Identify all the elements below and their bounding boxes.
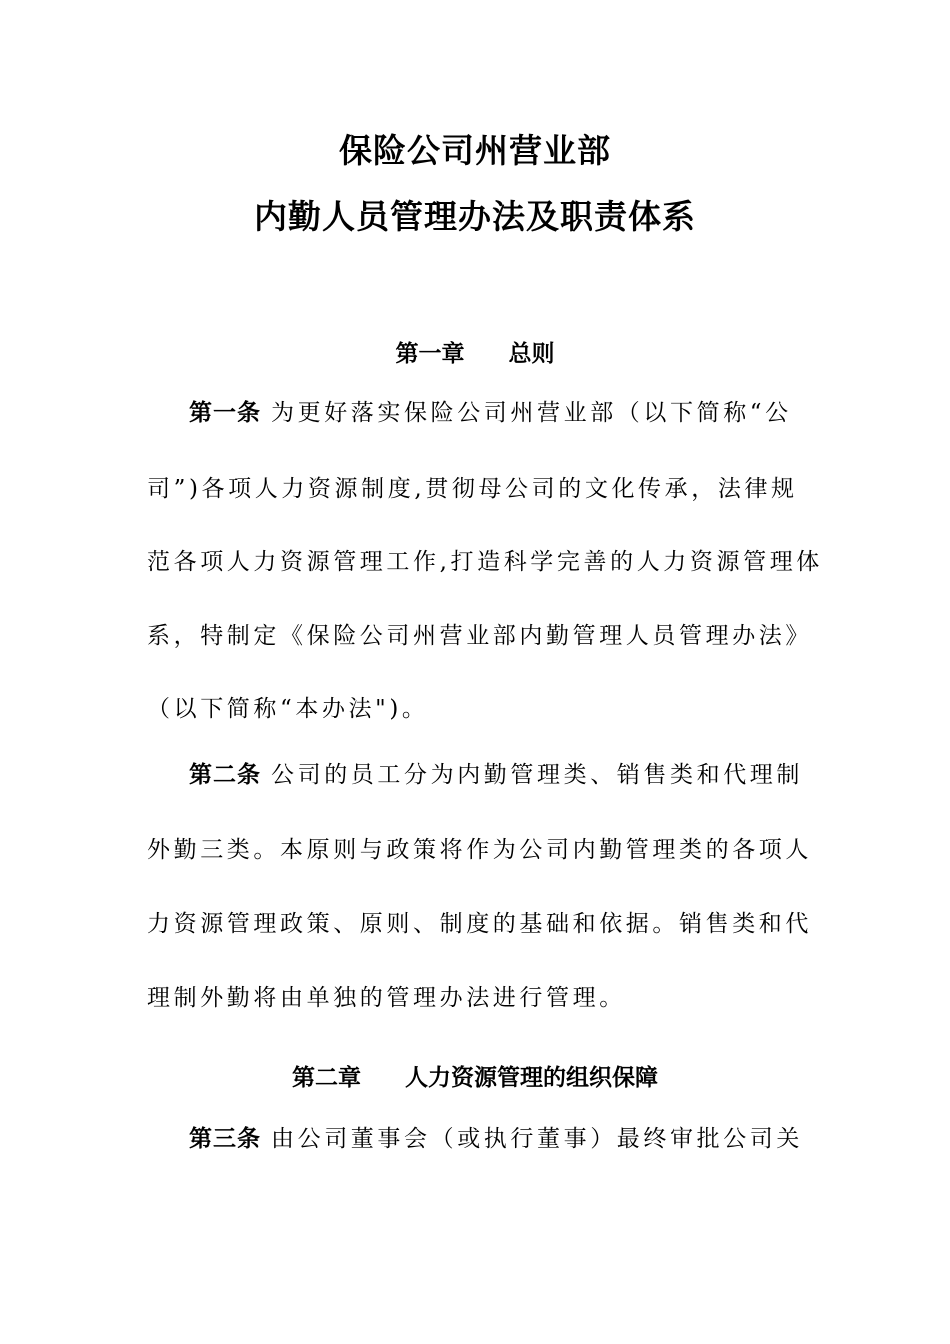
article-2-line-3: 力资源管理政策、原则、制度的基础和依据。销售类和代	[147, 911, 812, 937]
article-2-line-1	[189, 760, 807, 790]
chapter-1-name: 总则	[508, 341, 555, 367]
article-2-label: 第二条	[189, 762, 261, 788]
article-1-line-5: （以下简称“本办法")。	[147, 696, 429, 722]
article-1-text-1: 为更好落实保险公司州营业部（以下简称“公	[271, 400, 792, 426]
article-3-label: 第三条	[189, 1126, 261, 1152]
article-1-line-2: 司”)各项人力资源制度,贯彻母公司的文化传承，法律规	[147, 476, 798, 502]
chapter-2-name: 人力资源管理的组织保障	[405, 1065, 658, 1091]
article-2-text-1: 公司的员工分为内勤管理类、销售类和代理制	[271, 762, 803, 788]
article-2-line-2: 外勤三类。本原则与政策将作为公司内勤管理类的各项人	[147, 837, 812, 863]
article-1-line-1	[189, 398, 807, 428]
document-title-line-2: 内勤人员管理办法及职责体系	[254, 197, 696, 236]
chapter-2-number: 第二章	[292, 1065, 361, 1091]
document-title-line-1: 保险公司州营业部	[339, 131, 611, 170]
article-3-text-1: 由公司董事会（或执行董事）最终审批公司关	[271, 1126, 803, 1152]
chapter-1-heading	[0, 339, 950, 369]
article-1-label: 第一条	[189, 400, 261, 426]
article-1-line-4: 系，特制定《保险公司州营业部内勤管理人员管理办法》	[147, 623, 812, 649]
article-2-line-4: 理制外勤将由单独的管理办法进行管理。	[147, 985, 626, 1011]
article-1-line-3: 范各项人力资源管理工作,打造科学完善的人力资源管理体	[147, 549, 823, 575]
chapter-1-number: 第一章	[395, 341, 465, 367]
article-3-line-1	[189, 1124, 807, 1154]
chapter-2-heading	[0, 1063, 950, 1093]
